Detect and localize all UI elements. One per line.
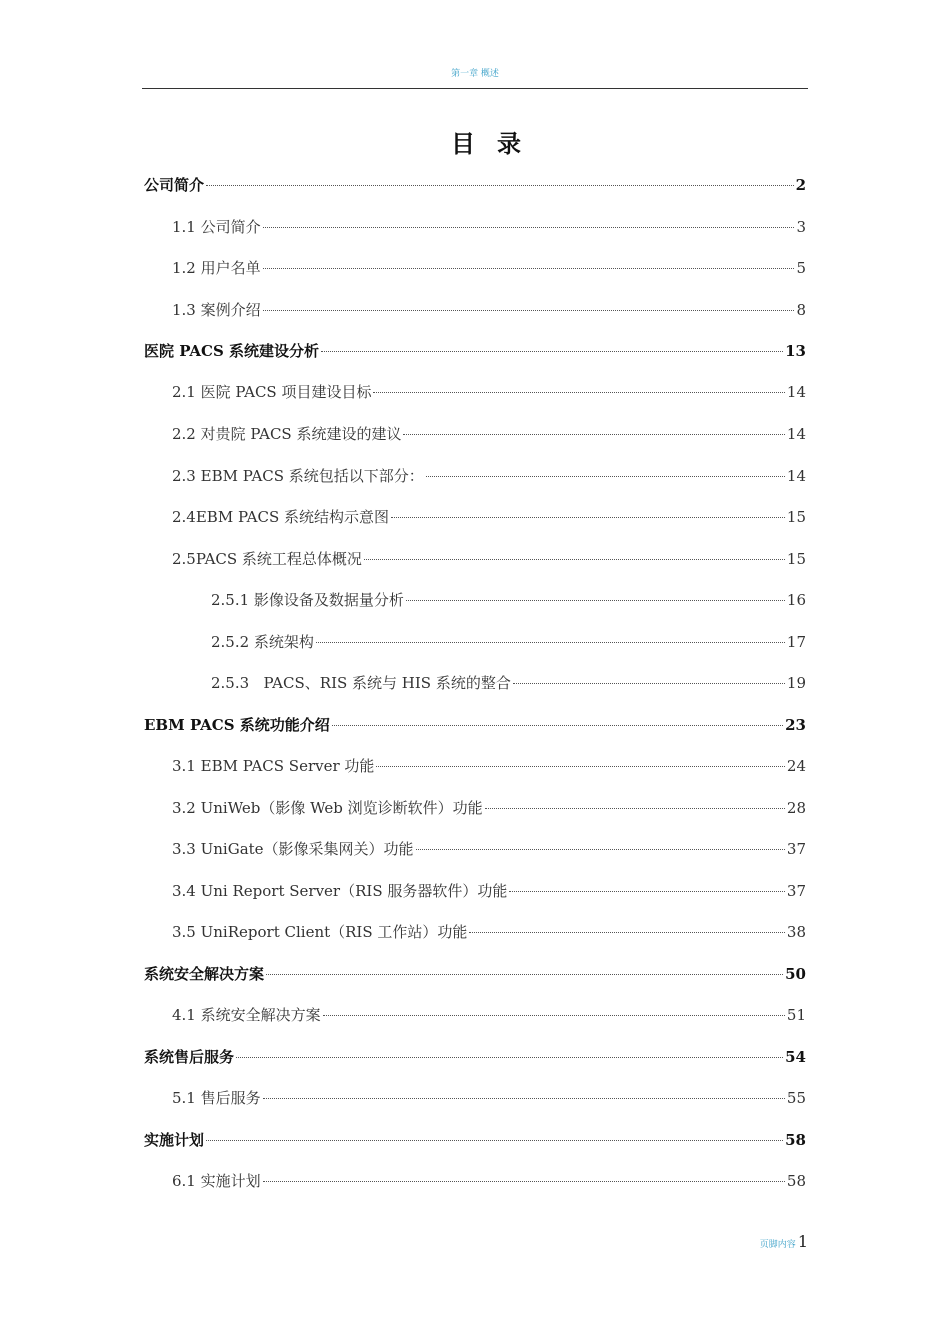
toc-entry-label: 2.3 EBM PACS 系统包括以下部分：: [172, 467, 424, 485]
toc-entry[interactable]: [144, 963, 806, 985]
toc-entry-label: 1.3 案例介绍: [172, 301, 261, 319]
toc-leader: [263, 1098, 785, 1099]
toc-leader: [323, 1015, 785, 1016]
toc-entry-label: 1.2 用户名单: [172, 259, 261, 277]
toc-entry-label: 2.1 医院 PACS 项目建设目标: [172, 383, 372, 401]
toc-leader: [263, 1181, 785, 1182]
toc-leader: [416, 849, 785, 850]
toc-entry-page: 28: [786, 799, 806, 817]
toc-entry[interactable]: [144, 340, 806, 362]
toc-entry[interactable]: [172, 1170, 806, 1192]
toc-leader: [316, 642, 785, 643]
toc-entry[interactable]: [172, 1087, 806, 1109]
toc-leader: [206, 185, 794, 186]
toc-leader: [406, 600, 785, 601]
toc-entry[interactable]: [144, 174, 806, 196]
toc-entry-page: 51: [786, 1006, 806, 1024]
toc-leader: [263, 227, 795, 228]
toc-entry-label: 6.1 实施计划: [172, 1172, 261, 1190]
toc-entry[interactable]: [172, 797, 806, 819]
toc-entry-page: 16: [786, 591, 806, 609]
toc-entry[interactable]: [144, 1046, 806, 1068]
toc-entry[interactable]: [172, 299, 806, 321]
page-number: 1: [797, 1232, 808, 1251]
toc-entry[interactable]: [211, 631, 806, 653]
toc-entry[interactable]: [172, 548, 806, 570]
toc-entry-label: 3.4 Uni Report Server（RIS 服务器软件）功能: [172, 882, 508, 900]
toc-entry-page: 23: [785, 716, 806, 734]
toc-entry[interactable]: [172, 838, 806, 860]
toc-entry-label: 2.5.1 影像设备及数据量分析: [211, 591, 404, 609]
toc-entry-page: 37: [786, 840, 806, 858]
toc-entry-page: 5: [796, 259, 806, 277]
toc-entry-page: 38: [786, 923, 806, 941]
footer-text: 页脚内容: [759, 1240, 796, 1250]
toc-entry-page: 3: [796, 218, 806, 236]
toc-leader: [509, 891, 785, 892]
toc-entry-label: 4.1 系统安全解决方案: [172, 1006, 321, 1024]
toc-entry[interactable]: [172, 216, 806, 238]
toc-entry-label: 实施计划: [144, 1131, 205, 1149]
toc-leader: [321, 351, 783, 352]
toc-entry-label: 1.1 公司简介: [172, 218, 261, 236]
toc-entry-label: 5.1 售后服务: [172, 1089, 261, 1107]
toc-entry-label: 2.5PACS 系统工程总体概况: [172, 550, 362, 568]
toc-entry-label: 医院 PACS 系统建设分析: [144, 342, 320, 360]
toc-entry-page: 55: [786, 1089, 806, 1107]
toc-leader: [373, 392, 784, 393]
toc-entry-label: 系统安全解决方案: [144, 965, 265, 983]
toc-entry-page: 2: [795, 176, 806, 194]
toc-leader: [206, 1140, 783, 1141]
toc-entry[interactable]: [172, 257, 806, 279]
toc-entry-label: 2.2 对贵院 PACS 系统建设的建议: [172, 425, 402, 443]
toc-entry-page: 15: [786, 508, 806, 526]
toc-leader: [485, 808, 785, 809]
header-rule: [142, 88, 808, 89]
toc-entry[interactable]: [211, 589, 806, 611]
toc-leader: [403, 434, 784, 435]
toc-entry[interactable]: [144, 1129, 806, 1151]
toc-entry-label: 系统售后服务: [144, 1048, 235, 1066]
toc-entry[interactable]: [172, 755, 806, 777]
page-footer: [760, 1232, 808, 1251]
toc-leader: [364, 559, 785, 560]
toc-entry-label: 3.1 EBM PACS Server 功能: [172, 757, 375, 775]
page-title: 目录: [451, 129, 543, 158]
toc-entry-page: 19: [786, 674, 806, 692]
toc-leader: [266, 974, 783, 975]
toc-entry-label: 2.5.2 系统架构: [211, 633, 314, 651]
toc-entry-page: 14: [786, 383, 806, 401]
running-header: 第一章 概述: [451, 69, 499, 79]
toc-entry-label: 3.2 UniWeb（影像 Web 浏览诊断软件）功能: [172, 799, 483, 817]
toc-entry[interactable]: [172, 423, 806, 445]
toc-entry-page: 14: [786, 425, 806, 443]
toc-entry[interactable]: [144, 714, 806, 736]
toc-entry-page: 50: [785, 965, 806, 983]
toc-leader: [391, 517, 785, 518]
toc-entry[interactable]: [172, 506, 806, 528]
toc-leader: [332, 725, 783, 726]
toc-entry[interactable]: [211, 672, 806, 694]
toc-leader: [376, 766, 785, 767]
toc-leader: [263, 268, 795, 269]
toc-entry-page: 58: [786, 1172, 806, 1190]
toc-entry-page: 58: [785, 1131, 806, 1149]
toc-entry-page: 13: [785, 342, 806, 360]
toc-entry-page: 24: [786, 757, 806, 775]
toc-entry-label: 3.5 UniReport Client（RIS 工作站）功能: [172, 923, 468, 941]
toc-entry-label: 2.5.3 PACS、RIS 系统与 HIS 系统的整合: [211, 674, 511, 692]
toc-entry-page: 15: [786, 550, 806, 568]
toc-entry[interactable]: [172, 465, 806, 487]
toc-entry-page: 17: [786, 633, 806, 651]
toc-entry[interactable]: [172, 1004, 806, 1026]
toc-entry[interactable]: [172, 381, 806, 403]
toc-entry[interactable]: [172, 921, 806, 943]
toc-entry[interactable]: [172, 880, 806, 902]
toc-leader: [263, 310, 795, 311]
toc-entry-label: 3.3 UniGate（影像采集网关）功能: [172, 840, 414, 858]
toc-leader: [513, 683, 785, 684]
toc-entry-page: 37: [786, 882, 806, 900]
toc-entry-label: 公司简介: [144, 176, 205, 194]
toc-entry-label: 2.4EBM PACS 系统结构示意图: [172, 508, 390, 526]
toc-entry-label: EBM PACS 系统功能介绍: [144, 716, 330, 734]
toc-leader: [469, 932, 785, 933]
toc-leader: [426, 476, 785, 477]
toc-entry-page: 54: [785, 1048, 806, 1066]
toc-leader: [236, 1057, 783, 1058]
toc-entry-page: 8: [796, 301, 806, 319]
toc-entry-page: 14: [786, 467, 806, 485]
